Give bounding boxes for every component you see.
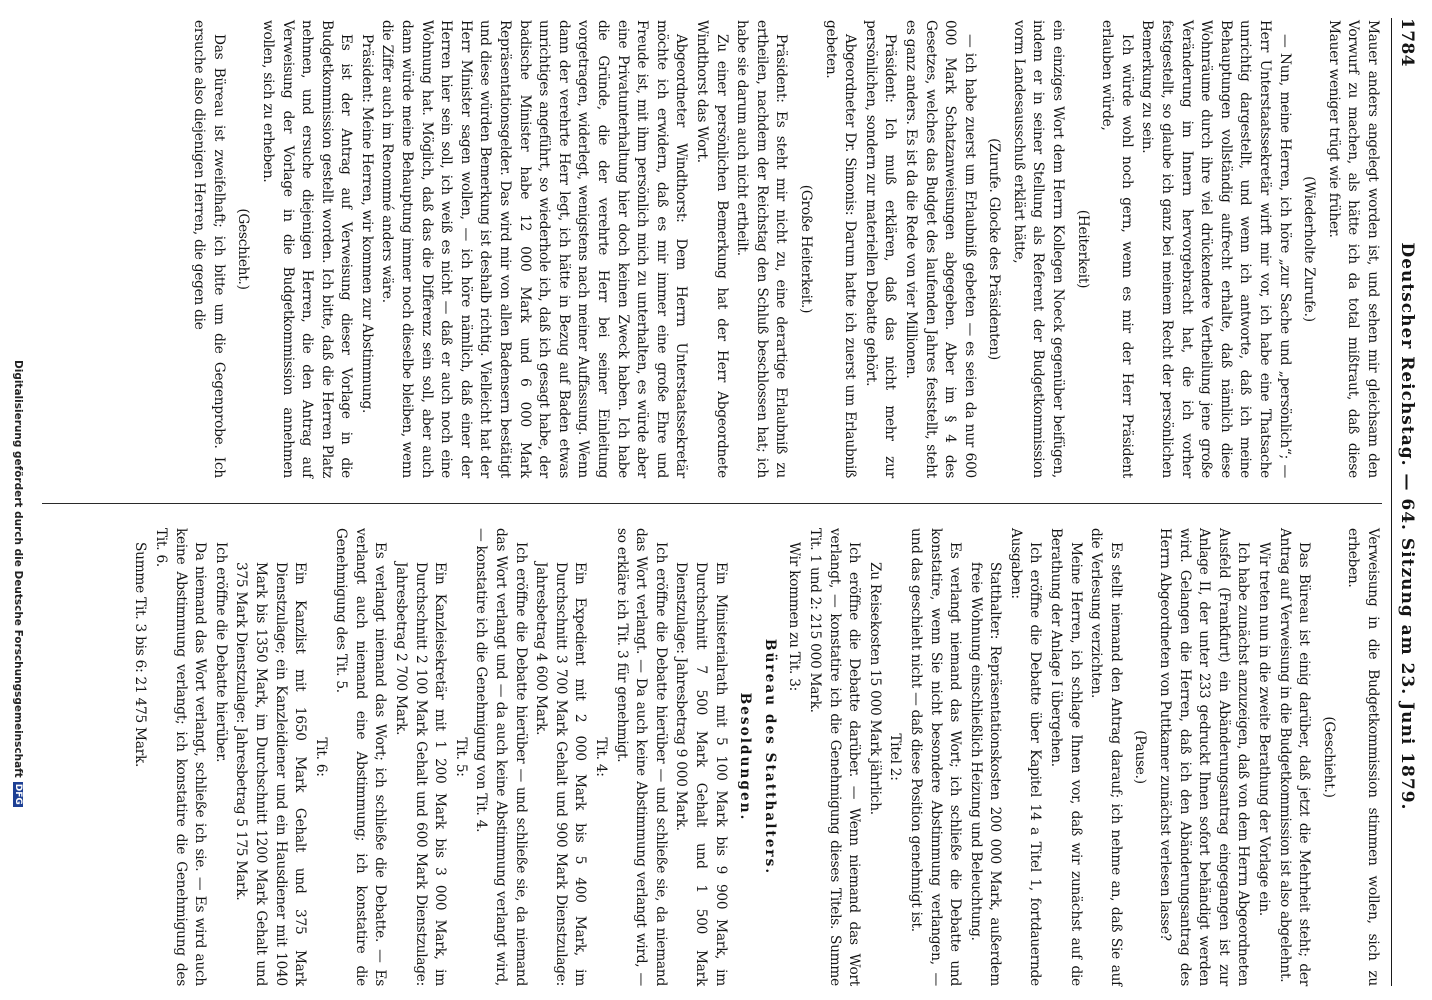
left-paragraph: Abgeordneter Windthorst: Dem Herrn Unterstaatssekretär möchte ich erwidern, daß es mir immer eine große Ehre und Freude ist, mit ihm persönlich mich zu unterhalten, es würde aber eine Privatunterhaltung hier doch keinen Zweck haben. Ich habe die Gründe, die der verehrte Herr bei seiner Einleitung vorgetragen, widerlegt, wenigstens nach meiner Auffassung. Wenn dann der verehrte Herr legt, ich hätte in Bezug auf Baden etwas unrichtiges angeführt, so wiederhole ich, daß ich gesagt habe, der badische Minister habe 12 000 Mark und 6 000 Mark Repräsentationsgelder. Das wird mir von allen Badensern bestätigt und diese würden Bemerkung ist deshalb richtig. Vielleicht hat der Herr Minister sagen wollen, — ich höre nämlich, daß einer der Herren hier sein soll, ich weiß es nicht — daß er auch noch eine Wohnung hat. Möglich, daß das die Differenz sein soll, aber auch dann würde meine Behauptung immer noch dieselbe bleiben, wenn die Ziffer auch im Renommé anders wäre. [379, 20, 690, 478]
left-paragraph: Präsident: Ich muß erklären, daß das nicht mehr zur persönlichen, sondern zur materiellen Debatte gehört. [862, 20, 899, 478]
right-paragraph: Tit. 6: [312, 737, 329, 777]
dfg-logo: DFG [13, 783, 23, 805]
running-title: Deutscher Reichstag. — 64. Sitzung am 23. Juni 1879. [1397, 242, 1417, 811]
right-paragraph: Es verlangt niemand das Wort; ich schließe die Debatte und konstatire, wenn Sie nicht besondere Abstimmung verlangen, — und das geschieht nicht — daß diese Position genehmigt ist. [907, 528, 964, 986]
left-paragraph: Zu einer persönlichen Bemerkung hat der Herr Abgeordnete Windthorst das Wort. [694, 20, 730, 478]
left-column [188, 20, 1382, 478]
footer-text: Digitalisierung gefördert durch die Deutsche Forschungsgemeinschaft [12, 360, 24, 778]
right-paragraph: Zu Reisekosten 15 000 Mark jährlich. [866, 562, 883, 815]
right-paragraph: Das Büreau ist einig darüber, daß jetzt die Mehrheit steht; der Antrag auf Verweisung in die Budgetkommission ist also abgelehnt. [1276, 528, 1313, 986]
right-paragraph: Tit. 4: [593, 737, 610, 777]
column-divider [42, 503, 1382, 504]
right-paragraph: Tit. 5: [452, 737, 469, 777]
left-paragraph: Abgeordneter Dr. Simonis: Darum hatte ich zuerst um Erlaubniß gebeten. [822, 20, 859, 478]
right-paragraph: (Geschieht.) [1320, 716, 1337, 798]
left-paragraph: (Heiterkeit) [1074, 209, 1091, 289]
right-paragraph: (Pause.) [1132, 730, 1149, 784]
right-paragraph: Ein Kanzlist mit 1650 Mark Gehalt und 375 Mark Dienstzulage; ein Kanzleidiener und ein Hausdiener mit 1040 Mark bis 1350 Mark, im Durchschnitt 1200 Mark Gehalt und 375 Mark Dienstzulage: Jahresbetrag 5 175 Mark. [233, 562, 309, 986]
left-paragraph: Ich würde wohl noch gern, wenn es mir der Herr Präsident erlauben würde, [1099, 20, 1135, 478]
left-paragraph: (Große Heiterkeit.) [797, 184, 814, 314]
right-paragraph: Ich habe zunächst anzuzeigen, daß von dem Herrn Abgeordneten Ausfeld (Frankfurt) ein Abänderungsantrag eingegangen ist zur Anlage II, der unter 233 gedruckt Ihnen sofort behändigt werden wird. Gelangen die Herren, daß ich den Abänderungsantrag des Herrn Abgeordneten von Puttkamer zunächst verlesen lasse? [1157, 528, 1252, 986]
right-paragraph: Es stellt niemand den Antrag darauf; ich nehme an, daß Sie auf die Verlesung verzichten. [1088, 528, 1124, 986]
right-paragraph: Wir kommen zu Tit. 3: [786, 542, 803, 692]
right-paragraph: Ich eröffne die Debatte hierüber. [212, 542, 229, 763]
right-paragraph: Ein Expedient mit 2 000 Mark bis 5 400 Mark, im Durchschnitt 3 700 Mark Gehalt und 900 Mark Dienstzulage: Jahresbetrag 4 600 Mark. [533, 562, 589, 986]
right-paragraph: Summe Tit. 3 bis 6: 21 475 Mark. [132, 542, 149, 768]
right-paragraph: Ein Kanzleisekretär mit 1 200 Mark bis 3 000 Mark, im Durchschnitt 2 100 Mark Gehalt und 600 Mark Dienstzulage: Jahresbetrag 2 700 Mark. [393, 562, 449, 986]
right-paragraph: Ein Ministerialrath mit 5 100 Mark bis 9 900 Mark, im Durchschnitt 7 500 Mark Gehalt und 1 500 Mark Dienstzulage: Jahresbetrag 9 000 Mark. [673, 562, 729, 986]
right-paragraph: Ich eröffne die Debatte hierüber — und schließe sie, da niemand das Wort verlangt und — da auch keine Abstimmung verlangt wird, — konstatire ich die Genehmigung von Tit. 4. [473, 528, 529, 986]
footer-credit [10, 360, 26, 1000]
right-paragraph: Ich eröffne die Debatte darüber. — Wenn niemand das Wort verlangt, — konstatire ich die Genehmigung dieses Titels. Summe Tit. 1 und 2: 215 000 Mark. [806, 528, 863, 986]
right-paragraph: Ich eröffne die Debatte hierüber — und schließe sie, da niemand das Wort verlangt. — Da auch keine Abstimmung verlangt wird, — so erkläre ich Tit. 3 für genehmigt. [613, 528, 669, 986]
right-paragraph: Es verlangt niemand das Wort; ich schließe die Debatte. — Es verlangt auch niemand eine Abstimmung; ich konstatire die Genehmigung des Tit. 5. [333, 528, 389, 986]
left-paragraph: ein einziges Wort dem Herrn Kollegen Noeck gegenüber beifügen, indem er in seiner Stellung als Referent der Budgetkommission vorm Landesausschuß erklärt hätte, [1010, 20, 1067, 478]
left-paragraph: Präsident: Meine Herren, wir kommen zur Abstimmung. [358, 34, 375, 414]
left-paragraph: Mauer anders angelegt worden ist, und sehen mir gleichsam den Vorwurf zu machen, als hätte ich da total mißtraut, daß diese Mauer weniger trügt wie früher. [1325, 20, 1381, 478]
left-paragraph: (Geschieht.) [235, 208, 252, 290]
right-paragraph: Wir treten nun in die zweite Berathung der Vorlage ein. [1256, 542, 1273, 917]
right-paragraph: Verweisung in die Budgetkommission stimmen wollen, sich zu erheben. [1345, 528, 1381, 986]
right-paragraph: Meine Herren, ich schlage Ihnen vor, daß wir zunächst auf die Berathung der Anlage I übergehen. [1048, 528, 1084, 986]
right-paragraph: Da niemand das Wort verlangt, schließe ich sie. — Es wird auch keine Abstimmung verlangt; ich konstatire die Genehmigung des Tit. 6. [152, 528, 209, 986]
right-column [129, 528, 1382, 986]
page-header [1391, 18, 1422, 986]
right-paragraph: Besoldungen. [737, 692, 754, 822]
left-paragraph: — ich habe zuerst um Erlaubniß gebeten — es seien da nur 600 000 Mark Schatzanweisungen abgegeben. Aber im § 4 des Gesetzes, welches das Budget des laufenden Jahres feststellt, steht es ganz anders. Es ist da die Rede von vier Millionen. [902, 20, 978, 478]
right-paragraph: Statthalter: Repräsentationskosten 200 000 Mark, außerdem freie Wohnung einschließlich Heizung und Beleuchtung. [967, 562, 1004, 986]
left-paragraph: Präsident: Es steht mir nicht zu, eine derartige Erlaubniß zu ertheilen, nachdem der Reichstag den Schluß beschlossen hat; ich habe sie darum auch nicht ertheilt. [734, 20, 790, 478]
left-paragraph: — Nun, meine Herren, ich höre „zur Sache und „persönlich“; — Herr Unterstaatssekretär wirft mir vor, ich habe eine Thatsache unrichtig dargestellt, und wenn ich antworte, daß ich meine Behauptungen vollständig aufrecht erhalte, daß nämlich diese Wohnräume durch ihre viel drückendere Vertheilung jene große Veränderung im Innern hervorgebracht hat, die ich vorher festgestellt, so glaube ich ganz bei meinem Recht der persönlichen Bemerkung zu sein. [1139, 20, 1293, 478]
left-paragraph: (Wiederholte Zurufe.) [1301, 176, 1318, 322]
left-paragraph: Es ist der Antrag auf Verweisung dieser Vorlage in die Budgetkommission gestellt worden. Ich bitte, daß die Herren Platz nehmen, und ersuche diejenigen Herren, die den Antrag auf Verweisung der Vorlage in die Budgetkommission annehmen wollen, sich zu erheben. [259, 20, 355, 478]
right-paragraph: Büreau des Statthalters. [761, 638, 778, 876]
left-paragraph: (Zurufe. Glocke des Präsidenten) [986, 138, 1003, 360]
right-paragraph: Titel 2: [887, 733, 904, 781]
right-paragraph: Ich eröffne die Debatte über Kapitel 14 a Titel 1, fortdauernde Ausgaben: [1007, 528, 1044, 986]
left-paragraph: Das Büreau ist zweifelhaft; ich bitte um die Gegenprobe. Ich ersuche also diejenigen Herren, die gegen die [191, 20, 227, 478]
page-number: 1784 [1397, 18, 1417, 67]
